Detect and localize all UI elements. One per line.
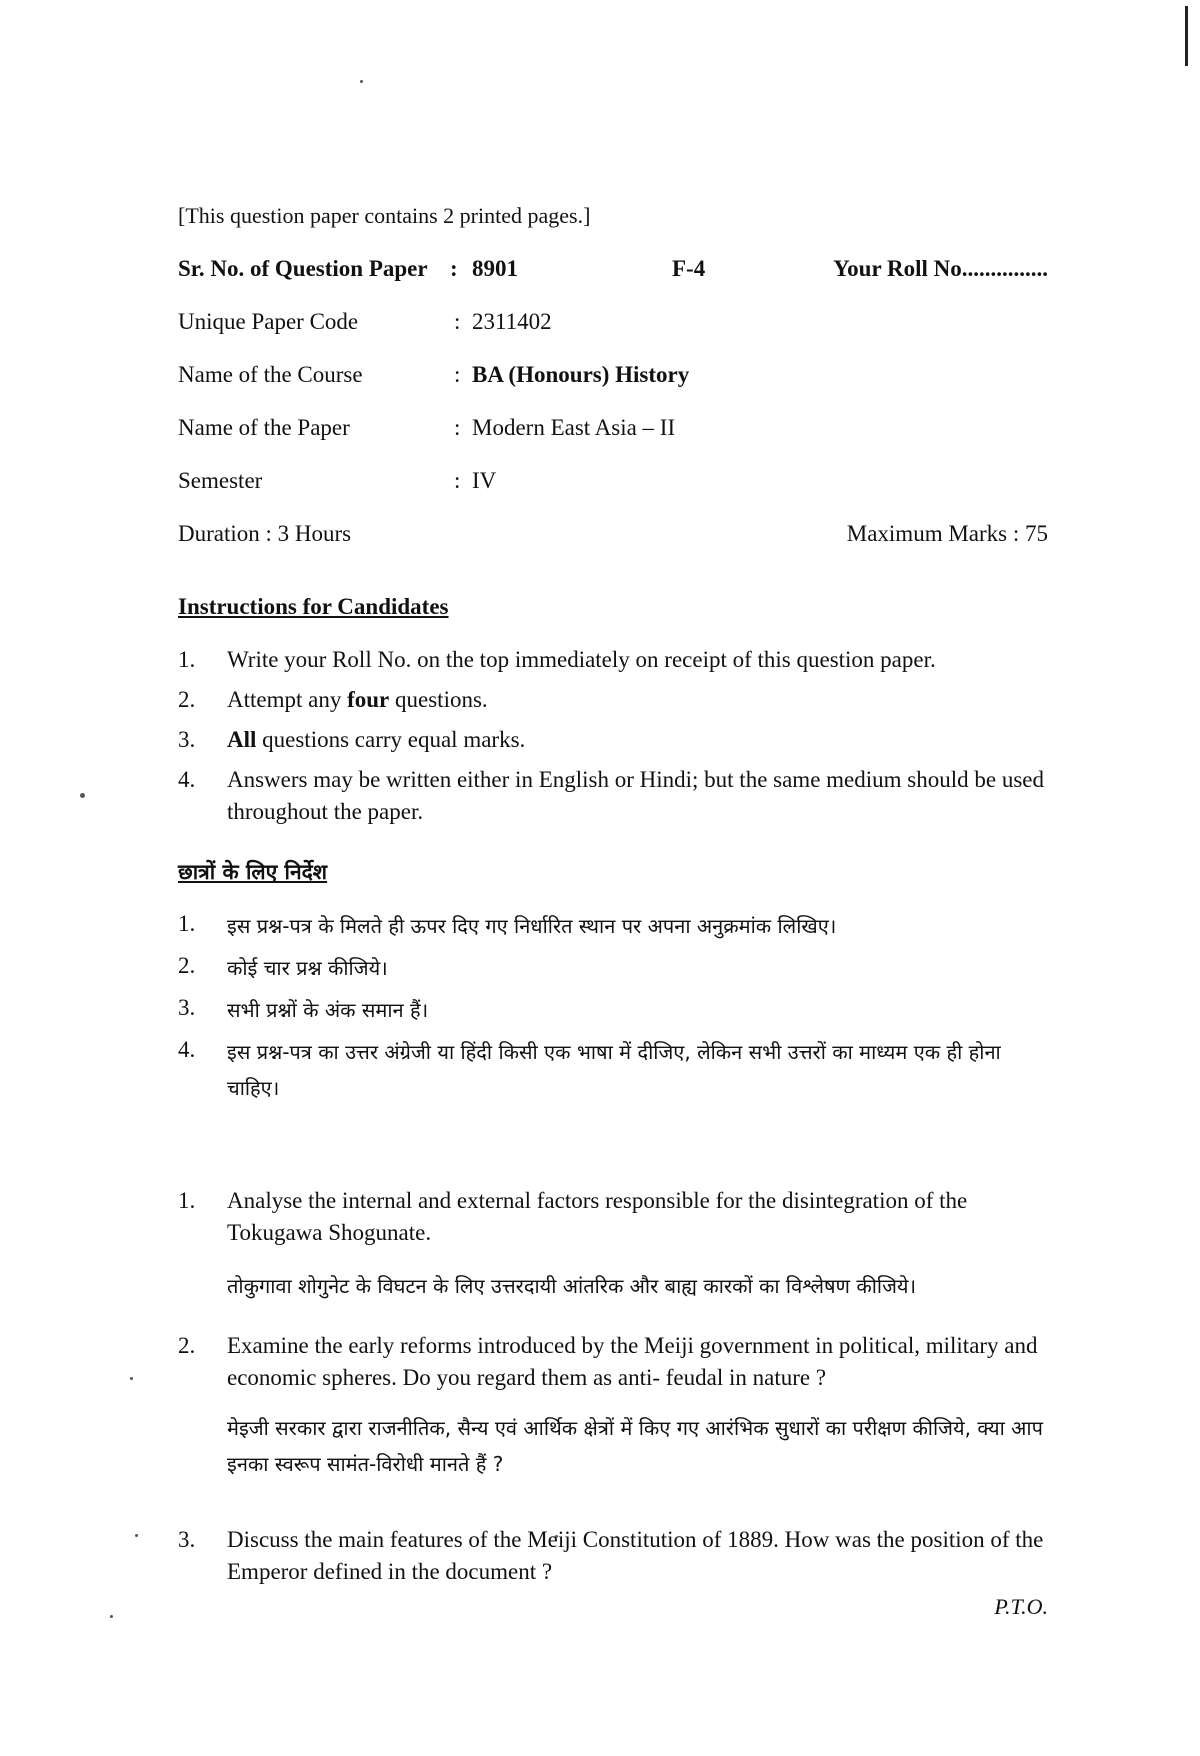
instruction-number: 3. — [178, 995, 196, 1020]
meta-semester-row — [178, 468, 1048, 500]
colon: : — [454, 468, 461, 493]
instruction-text-pre: Attempt any — [227, 687, 348, 712]
meta-duration-row — [178, 521, 1048, 553]
hindi-instructions-heading: छात्रों के लिए निर्देश — [178, 860, 328, 884]
sr-no-label: Sr. No. of Question Paper — [178, 256, 428, 281]
instruction-number: 2. — [178, 953, 196, 978]
question-text-en: Analyse the internal and external factors responsible for the disintegration of the Tokugawa Shogunate. — [227, 1188, 968, 1245]
pto-note: P.T.O. — [994, 1594, 1048, 1619]
instruction-text: Write your Roll No. on the top immediately on receipt of this question paper. — [227, 647, 936, 672]
colon: : — [450, 256, 458, 281]
paper-name-value: Modern East Asia – II — [472, 415, 676, 440]
scan-speck — [135, 1534, 138, 1537]
question-number: 3. — [178, 1527, 196, 1552]
instruction-text-bold: four — [347, 687, 390, 712]
set-code: F-4 — [672, 256, 706, 281]
scan-speck — [360, 80, 363, 83]
max-marks: Maximum Marks : 75 — [846, 521, 1048, 546]
instruction-text — [227, 684, 1048, 716]
question-text-hi: मेइजी सरकार द्वारा राजनीतिक, सैन्य एवं आर्थिक क्षेत्रों में किए गए आरंभिक सुधारों का परीक्षण कीजिये, क्या आप इनका स्वरूप सामंत-विरोधी मानते हैं ? — [227, 1416, 1043, 1476]
hindi-instruction-item — [178, 1034, 1048, 1106]
question-item — [178, 1330, 1048, 1394]
instruction-number: 1. — [178, 911, 196, 936]
pages-note: [This question paper contains 2 printed pages.] — [178, 203, 591, 228]
instruction-item — [178, 644, 1048, 676]
colon: : — [454, 415, 461, 440]
course-label: Name of the Course — [178, 362, 363, 387]
instruction-number: 4. — [178, 1037, 196, 1062]
scan-speck — [110, 1615, 113, 1618]
instruction-number: 3. — [178, 727, 196, 752]
colon: : — [454, 362, 461, 387]
instruction-text-bold: All — [227, 727, 257, 752]
hindi-instruction-text: कोई चार प्रश्न कीजिये। — [227, 956, 388, 980]
instruction-text: Answers may be written either in English or Hindi; but the same medium should be used throughout the paper. — [227, 767, 1044, 824]
duration: Duration : 3 Hours — [178, 521, 352, 546]
paper-code-label: Unique Paper Code — [178, 309, 359, 334]
instruction-text — [227, 724, 1048, 756]
hindi-instruction-text: इस प्रश्न-पत्र के मिलते ही ऊपर दिए गए निर्धारित स्थान पर अपना अनुक्रमांक लिखिए। — [227, 914, 837, 938]
meta-course-row — [178, 362, 1048, 394]
instruction-item — [178, 684, 1048, 716]
question-text-hi: तोकुगावा शोगुनेट के विघटन के लिए उत्तरदायी आंतरिक और बाह्य कारकों का विश्लेषण कीजिये। — [227, 1274, 917, 1298]
instruction-item — [178, 764, 1048, 828]
hindi-instruction-item — [178, 908, 1048, 944]
hindi-instruction-item — [178, 950, 1048, 986]
hindi-instruction-item — [178, 992, 1048, 1028]
question-number: 1. — [178, 1188, 196, 1213]
instruction-number: 2. — [178, 687, 196, 712]
scan-speck — [80, 793, 85, 798]
roll-no-field: Your Roll No............... — [833, 256, 1048, 281]
question-text-en: Examine the early reforms introduced by the Meiji government in political, military and economic spheres. Do you regard them as anti- feudal in nature ? — [227, 1333, 1038, 1390]
semester-label: Semester — [178, 468, 263, 493]
instruction-item — [178, 724, 1048, 756]
instruction-text-post: questions. — [389, 687, 488, 712]
hindi-instruction-text: सभी प्रश्नों के अंक समान हैं। — [227, 998, 429, 1022]
scan-edge-line — [1185, 6, 1188, 66]
meta-paper-name-row — [178, 415, 1048, 447]
paper-code-value: 2311402 — [472, 309, 552, 334]
question-item — [178, 1524, 1048, 1588]
meta-paper-code-row — [178, 309, 1048, 341]
question-number: 2. — [178, 1333, 196, 1358]
instruction-text-post: questions carry equal marks. — [256, 727, 526, 752]
meta-sr-no-row — [178, 256, 1048, 288]
colon: : — [454, 309, 461, 334]
instruction-number: 1. — [178, 647, 196, 672]
course-value: BA (Honours) History — [472, 362, 690, 387]
sr-no-value: 8901 — [472, 256, 518, 281]
hindi-instruction-text: इस प्रश्न-पत्र का उत्तर अंग्रेजी या हिंदी किसी एक भाषा में दीजिए, लेकिन सभी उत्तरों का माध्यम एक ही होना चाहिए। — [227, 1040, 1001, 1100]
scan-speck — [130, 1377, 133, 1380]
semester-value: IV — [472, 468, 497, 493]
question-text-en: Discuss the main features of the Meiji Constitution of 1889. How was the position of the Emperor defined in the document ? — [227, 1527, 1044, 1584]
instructions-heading: Instructions for Candidates — [178, 594, 449, 619]
instruction-number: 4. — [178, 767, 196, 792]
paper-name-label: Name of the Paper — [178, 415, 350, 440]
question-item — [178, 1185, 1048, 1249]
